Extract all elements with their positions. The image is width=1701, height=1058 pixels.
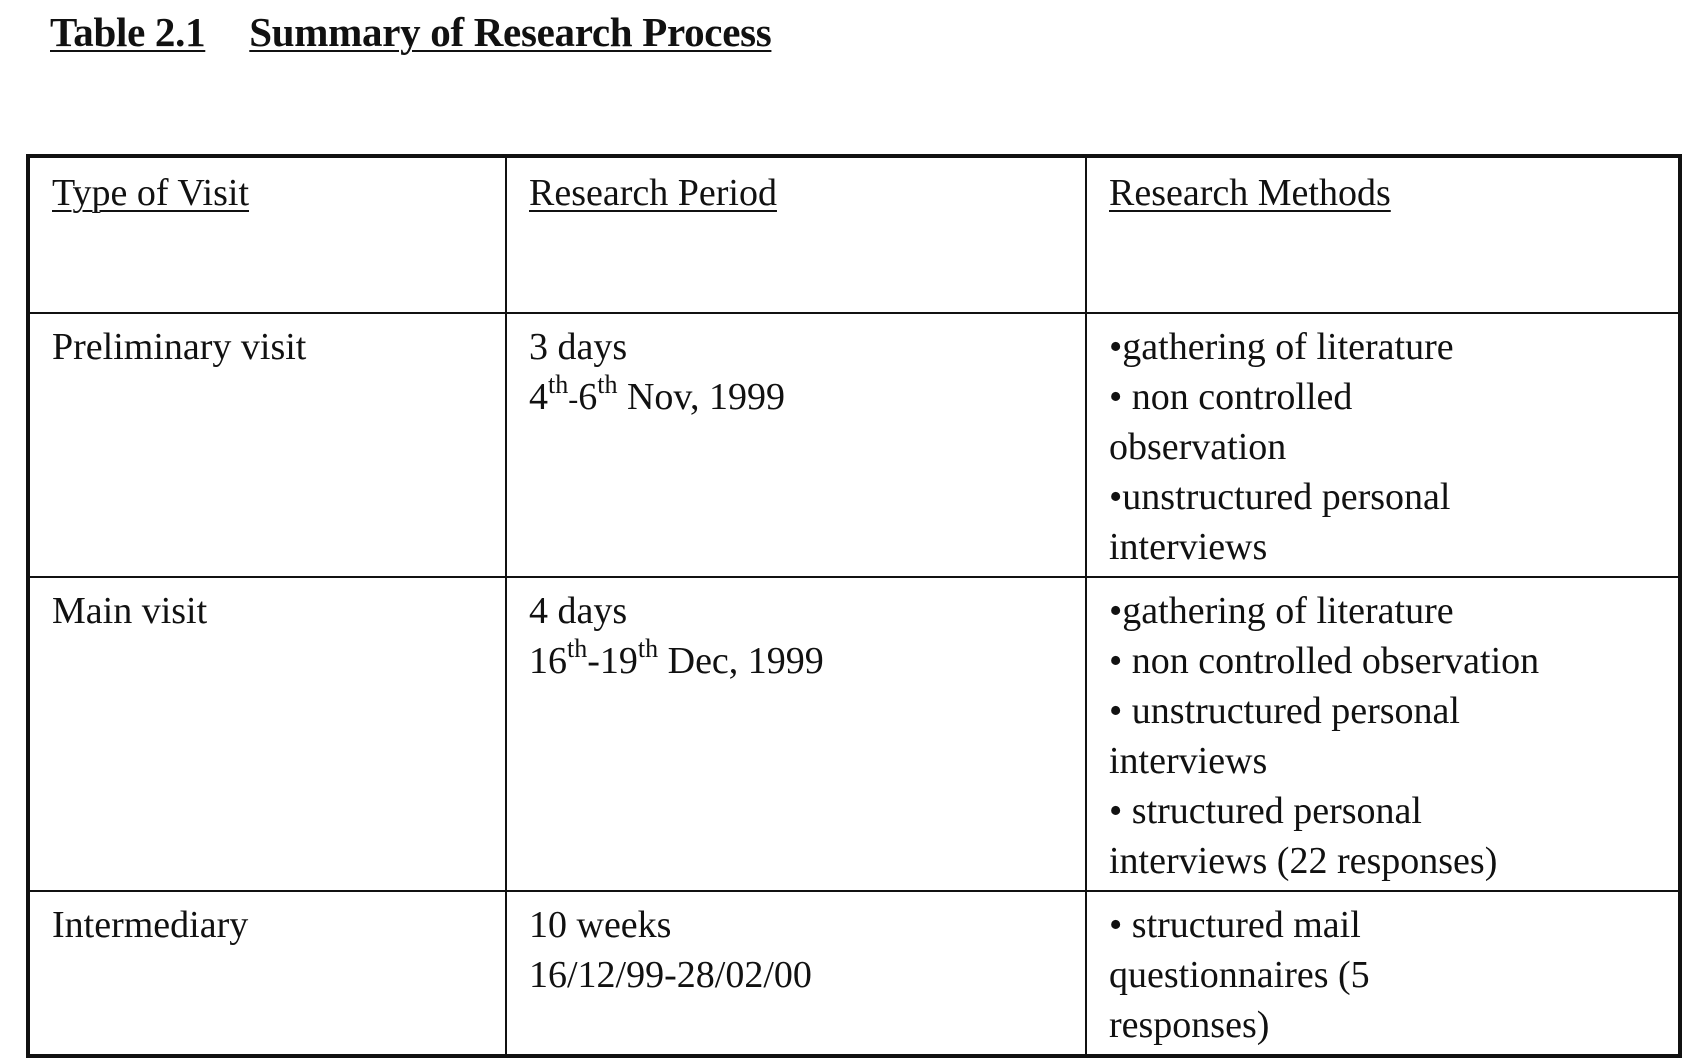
- cell-research-period: [506, 313, 1086, 577]
- period-dates: 16th-19th Dec, 1999: [529, 634, 824, 682]
- cell-type-of-visit: Intermediary: [28, 891, 506, 1056]
- table-row: [28, 891, 1680, 1056]
- period-duration: 4 days: [529, 590, 628, 632]
- table-row: [28, 577, 1680, 891]
- cell-type-of-visit: Main visit: [28, 577, 506, 891]
- header-research-period: Research Period: [506, 156, 1086, 313]
- table-row: [28, 313, 1680, 577]
- table-caption: [50, 8, 771, 56]
- period-dates: 16/12/99-28/02/00: [529, 954, 812, 996]
- method-item: •gathering of literature: [1109, 326, 1454, 368]
- header-type-of-visit: Type of Visit: [28, 156, 506, 313]
- method-item: • non controlled observation: [1109, 376, 1353, 468]
- cell-research-methods: [1086, 891, 1680, 1056]
- table-title: Summary of Research Process: [249, 9, 772, 55]
- period-duration: 10 weeks: [529, 904, 672, 946]
- method-item: •unstructured personal interviews: [1109, 476, 1451, 568]
- table-header-row: [28, 156, 1680, 313]
- method-item: •gathering of literature: [1109, 590, 1454, 632]
- cell-research-methods: [1086, 313, 1680, 577]
- method-item: • structured mail questionnaires (5 responses): [1109, 904, 1370, 1046]
- method-item: • non controlled observation: [1109, 640, 1540, 682]
- cell-research-period: [506, 891, 1086, 1056]
- method-item: • structured personal interviews (22 responses): [1109, 790, 1498, 882]
- research-process-table: [26, 154, 1682, 1058]
- cell-research-methods: [1086, 577, 1680, 891]
- method-item: • unstructured personal interviews: [1109, 690, 1460, 782]
- period-duration: 3 days: [529, 326, 628, 368]
- cell-type-of-visit: Preliminary visit: [28, 313, 506, 577]
- cell-research-period: [506, 577, 1086, 891]
- table-number: Table 2.1: [50, 9, 206, 55]
- header-research-methods: Research Methods: [1086, 156, 1680, 313]
- period-dates: 4th-6th Nov, 1999: [529, 370, 785, 418]
